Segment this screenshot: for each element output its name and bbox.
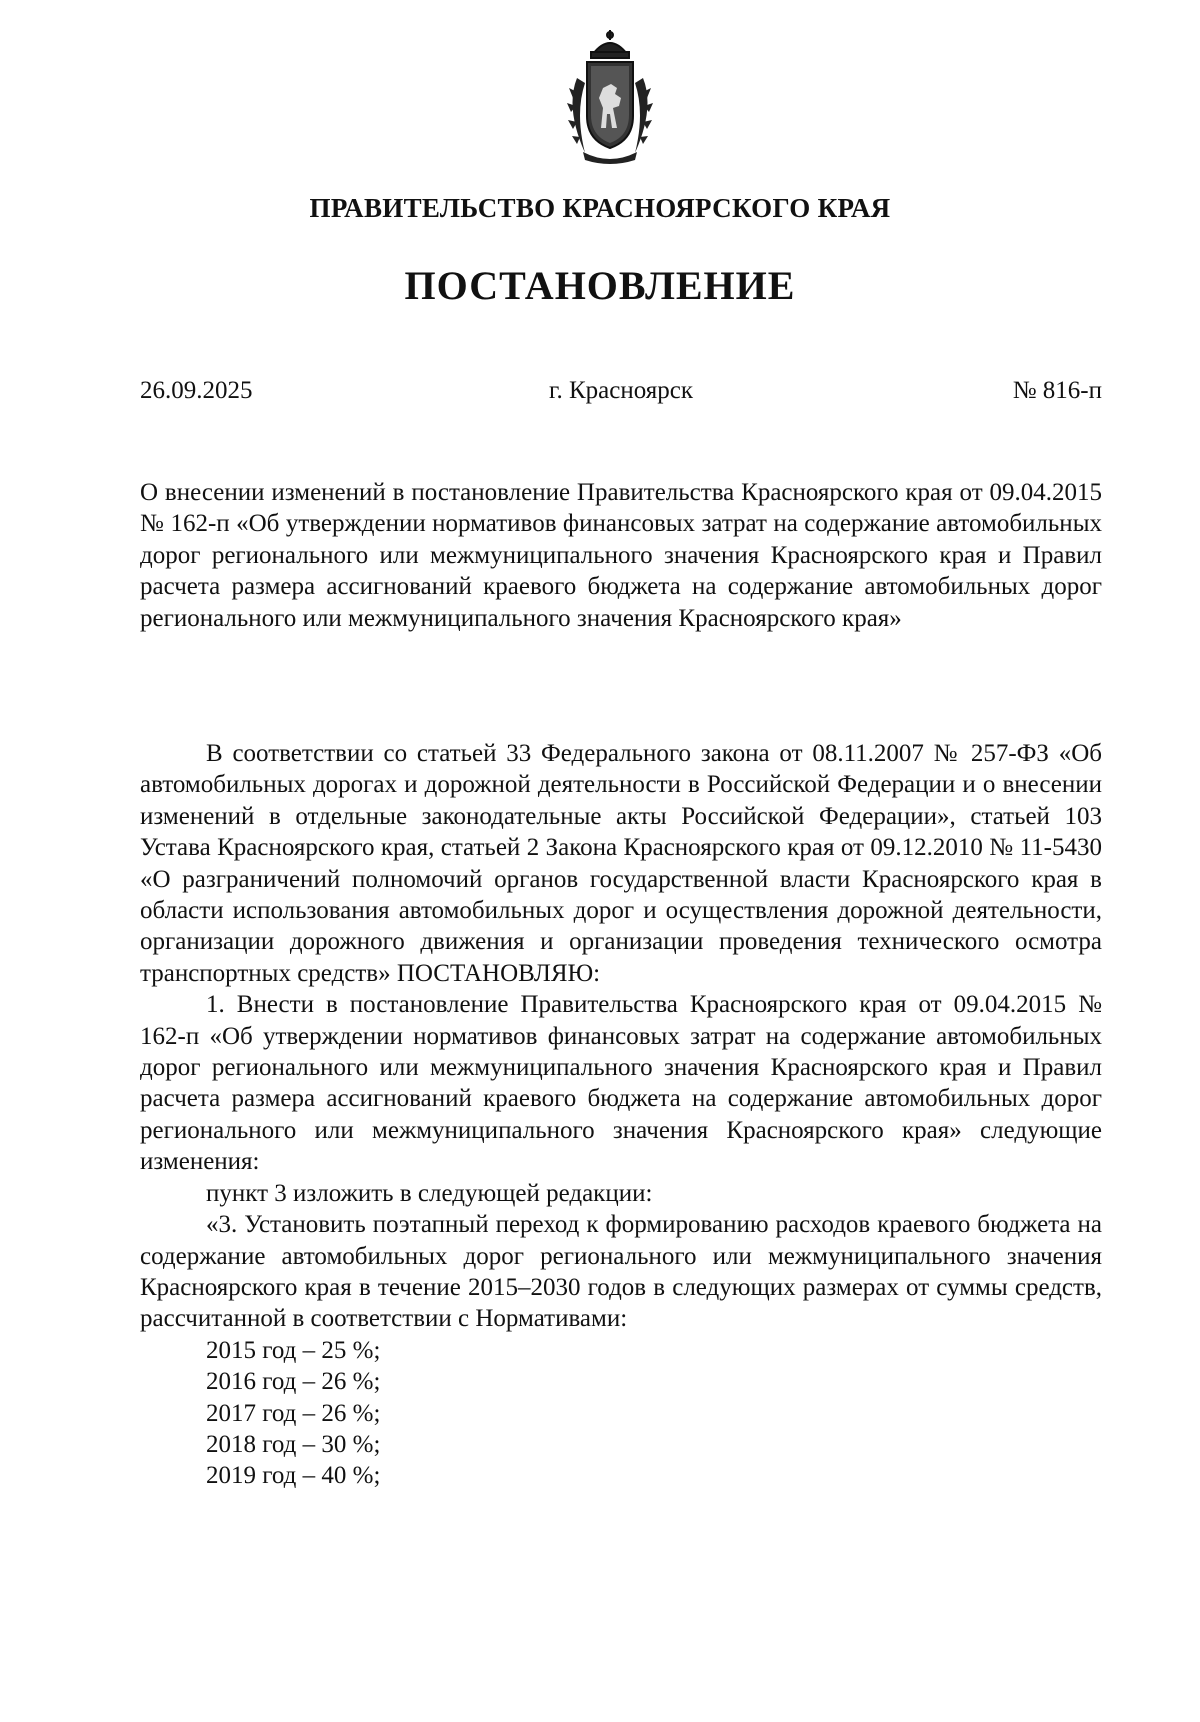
document-body: [140, 738, 1102, 1492]
quote-paragraph: «3. Установить поэтапный переход к формированию расходов краевого бюджета на содержание автомобильных дорог регионального или межмуниципального значения Красноярского края в течение 2015–2030 годов в следующих размерах от суммы средств, рассчитанной в соответствии с Нормативами:: [140, 1211, 1102, 1333]
schedule-item: 2019 год – 40 %;: [206, 1462, 381, 1490]
item-1-paragraph: 1. Внести в постановление Правительства Красноярского края от 09.04.2015 № 162-п «Об утверждении нормативов финансовых затрат на содержание автомобильных дорог регионального или межмуниципального значения Красноярского края и Правил расчета размера ассигнований краевого бюджета на содержание автомобильных дорог регионального или межмуниципального значения Красноярского края» следующие изменения:: [140, 991, 1102, 1176]
schedule-item: 2015 год – 25 %;: [206, 1336, 381, 1364]
schedule-item: 2017 год – 26 %;: [206, 1399, 381, 1427]
organization-name: ПРАВИТЕЛЬСТВО КРАСНОЯРСКОГО КРАЯ: [309, 193, 891, 223]
document-type: ПОСТАНОВЛЕНИЕ: [404, 263, 796, 308]
document-title-text: О внесении изменений в постановление Правительства Красноярского края от 09.04.2015 № 162-п «Об утверждении нормативов финансовых затрат на содержание автомобильных дорог регионального или межмуниципального значения Красноярского края и Правил расчета размера ассигнований краевого бюджета на содержание автомобильных дорог регионального или межмуниципального значения Красноярского края»: [140, 479, 1102, 632]
document-date: 26.09.2025: [140, 377, 253, 404]
krasnoyarsk-coat-of-arms-icon: [555, 28, 665, 168]
document-number: № 816-п: [1012, 377, 1102, 404]
item-1-sub-paragraph: пункт 3 изложить в следующей редакции:: [206, 1179, 653, 1207]
schedule-item: 2016 год – 26 %;: [206, 1368, 381, 1396]
document-meta: [140, 377, 1102, 411]
schedule-item: 2018 год – 30 %;: [206, 1430, 381, 1458]
document-title: [140, 477, 1102, 634]
preamble-paragraph: В соответствии со статьей 33 Федерального закона от 08.11.2007 № 257-ФЗ «Об автомобильных дорогах и дорожной деятельности в Российской Федерации и о внесении изменений в отдельные законодательные акты Российской Федерации», статьей 103 Устава Красноярского края, статьей 2 Закона Красноярского края от 09.12.2010 № 11-5430 «О разграничений полномочий органов государственной власти Красноярского края в области использования автомобильных дорог и осуществления дорожной деятельности, организации дорожного движения и организации проведения технического осмотра транспортных средств» ПОСТАНОВЛЯЮ:: [140, 740, 1102, 987]
document-city: г. Красноярск: [549, 377, 693, 404]
